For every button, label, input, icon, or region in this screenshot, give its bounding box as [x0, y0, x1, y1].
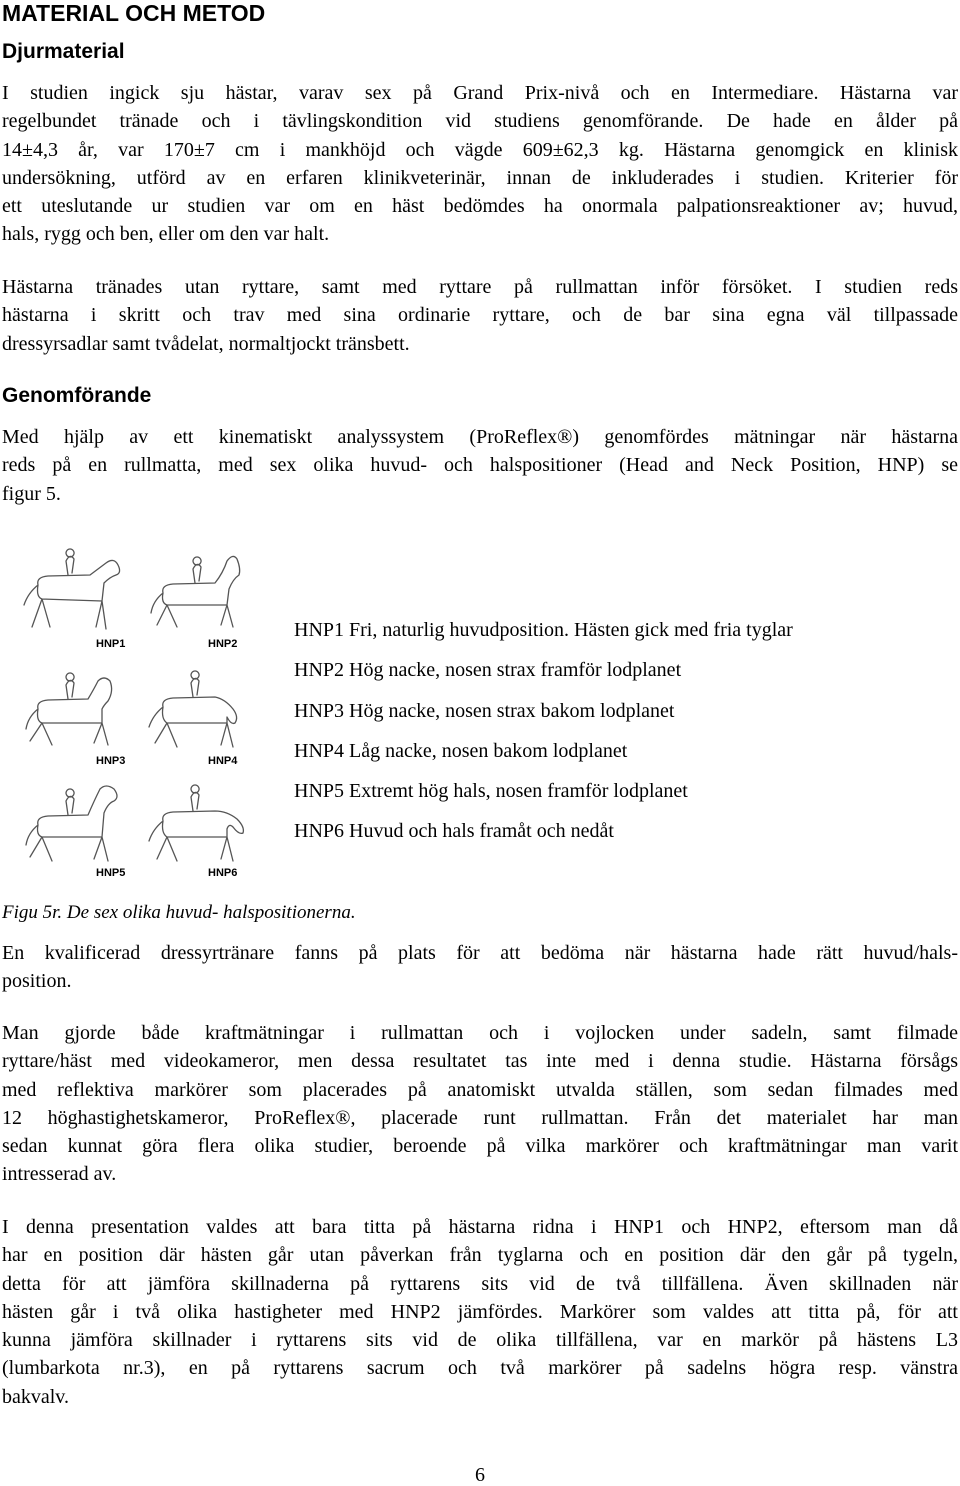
subsection-heading-animals: Djurmaterial — [2, 40, 125, 63]
text-line: regelbundet tränade och i tävlingskondition vid studiens genomförande. De hade en ålder på — [2, 110, 958, 133]
text-line: intresserad av. — [2, 1163, 117, 1186]
section-title: MATERIAL OCH METOD — [2, 0, 266, 26]
paragraph-procedure — [2, 423, 958, 508]
paragraph-measurements — [2, 1019, 958, 1189]
text-line: Hästarna tränades utan ryttare, samt med ryttare på rullmattan inför försöket. I studien reds — [2, 276, 958, 298]
figure-label-hnp1: HNP1 — [96, 638, 126, 650]
paragraph-training — [2, 273, 958, 358]
paragraph-trainer — [2, 939, 958, 996]
horse-illustration-hnp6 — [143, 777, 255, 869]
text-line: ryttare/häst med videokameror, men dessa resultatet tas inte med i denna studie. Hästarna försågs — [2, 1050, 958, 1073]
horse-illustration-hnp3 — [18, 661, 130, 753]
text-line: har en position där hästen går utan påverkan från tyglarna och en position där den går på tygeln, — [2, 1244, 958, 1267]
text-line: 12 höghastighetskameror, ProReflex®, placerade runt rullmattan. Från det materialet har man — [2, 1106, 958, 1129]
text-line: En kvalificerad dressyrtränare fanns på plats för att bedöma när hästarna hade rätt huvud/hals- — [2, 942, 958, 964]
text-line: position. — [2, 970, 72, 993]
paragraph-presentation — [2, 1213, 958, 1411]
text-line: hästarna i skritt och trav med sina ordinarie ryttare, och de bar sina egna väl tillpassade — [2, 304, 958, 327]
text-line: (lumbarkota nr.3), en på ryttarens sacrum och två markörer på sadelns högra resp. vänstra — [2, 1357, 958, 1380]
text-line: reds på en rullmatta, med sex olika huvud- och halspositioner (Head and Neck Position, HNP) se — [2, 454, 958, 477]
list-item: HNP3 Hög nacke, nosen strax bakom lodplanet — [294, 699, 675, 722]
list-item: HNP5 Extremt hög hals, nosen framför lodplanet — [294, 780, 688, 803]
text-line: detta för att jämföra skillnaderna på ryttarens sits vid de två tillfällena. Även skillnaden när — [2, 1272, 958, 1295]
text-line: bakvalv. — [2, 1385, 70, 1408]
hnp-figure — [18, 543, 263, 888]
text-line: sedan kunnat göra flera olika studier, beroende på vilka markörer och kraftmätningar man varit — [2, 1135, 958, 1158]
hnp-definition-list — [294, 617, 793, 859]
figure-label-hnp2: HNP2 — [208, 638, 238, 650]
list-item: HNP1 Fri, naturlig huvudposition. Hästen gick med fria tyglar — [294, 619, 793, 641]
paragraph-animals — [2, 79, 958, 249]
text-line: figur 5. — [2, 482, 61, 505]
text-line: undersökning, utförd av en erfaren klinikveterinär, innan de inkluderades i studien. Kriterier för — [2, 166, 958, 189]
subsection-heading-procedure: Genomförande — [2, 384, 152, 407]
text-line: med reflektiva markörer som placerades på anatomiskt utvalda ställen, som sedan filmades med — [2, 1078, 958, 1101]
text-line: hals, rygg och ben, eller om den var halt. — [2, 223, 330, 246]
list-item: HNP6 Huvud och hals framåt och nedåt — [294, 820, 614, 843]
text-line: Med hjälp av ett kinematiskt analyssystem (ProReflex®) genomfördes mätningar när hästarna — [2, 426, 958, 448]
figure-label-hnp4: HNP4 — [208, 755, 238, 767]
text-line: hästen går i två olika hastigheter med HNP2 jämfördes. Markörer som valdes att titta på, för att — [2, 1300, 958, 1323]
horse-illustration-hnp4 — [143, 661, 255, 753]
list-item: HNP4 Låg nacke, nosen bakom lodplanet — [294, 739, 628, 762]
page-number: 6 — [475, 1464, 485, 1486]
text-line: dressyrsadlar samt tvådelat, normaltjockt tränsbett. — [2, 332, 410, 355]
horse-illustration-hnp1 — [18, 543, 130, 635]
figure-label-hnp3: HNP3 — [96, 755, 126, 767]
text-line: Man gjorde både kraftmätningar i rullmattan och i vojlocken under sadeln, samt filmade — [2, 1022, 958, 1044]
text-line: ett uteslutande ur studien var om en häst bedömdes ha onormala palpationsreaktioner av; huvud, — [2, 195, 958, 218]
figure-label-hnp6: HNP6 — [208, 867, 238, 879]
text-line: kunna jämföra skillnader i ryttarens sits vid de olika tillfällena, var en markör på hästens L3 — [2, 1329, 958, 1352]
figure-caption: Figu 5r. De sex olika huvud- halspositionerna. — [2, 902, 356, 923]
text-line: 14±4,3 år, var 170±7 cm i mankhöjd och vägde 609±62,3 kg. Hästarna genomgick en klinisk — [2, 138, 958, 161]
text-line: I studien ingick sju hästar, varav sex på Grand Prix-nivå och en Intermediare. Hästarna var — [2, 82, 958, 104]
horse-illustration-hnp5 — [18, 777, 130, 869]
figure-label-hnp5: HNP5 — [96, 867, 126, 879]
list-item: HNP2 Hög nacke, nosen strax framför lodplanet — [294, 659, 682, 682]
text-line: I denna presentation valdes att bara titta på hästarna ridna i HNP1 och HNP2, eftersom man då — [2, 1216, 958, 1238]
horse-illustration-hnp2 — [143, 543, 255, 635]
